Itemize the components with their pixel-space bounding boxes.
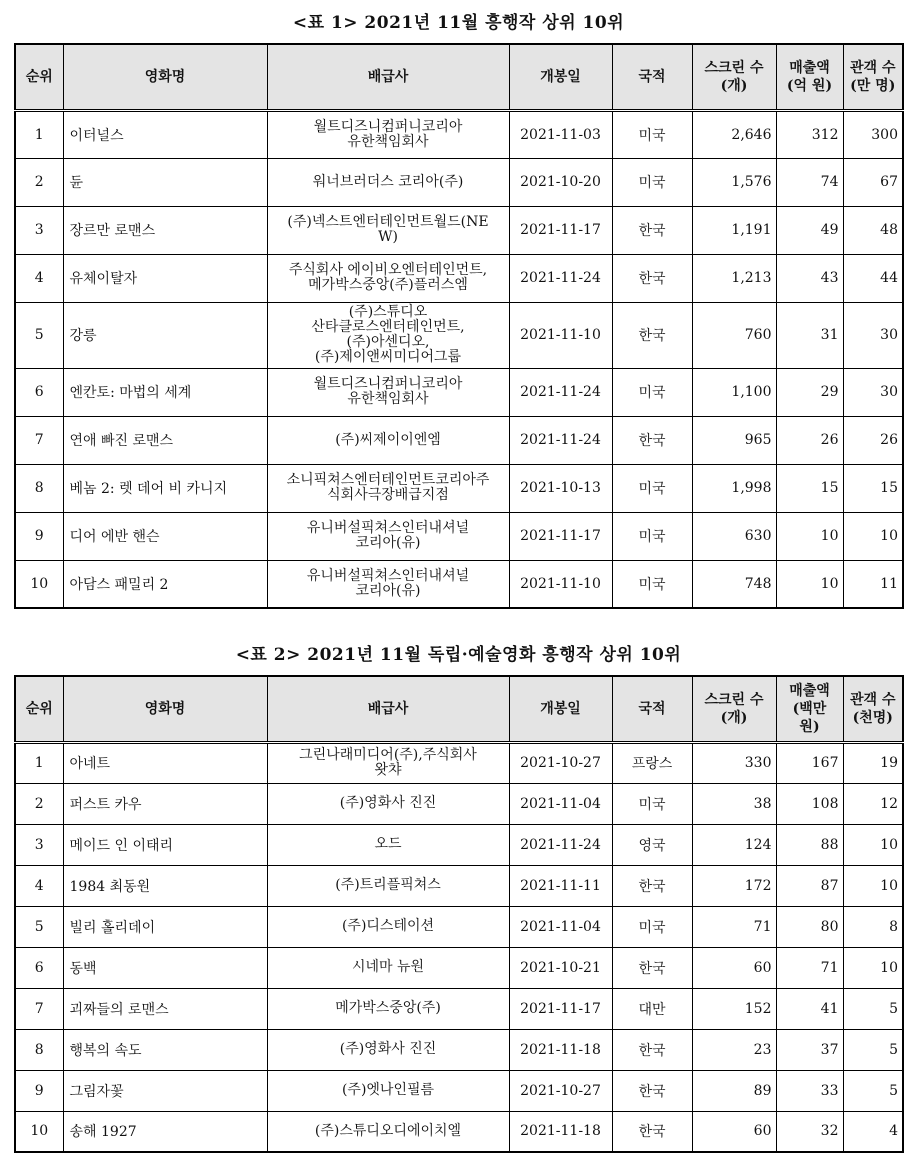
distributor-line: 코리아(유) [355,582,421,599]
header-sales [776,44,843,110]
cell-country: 미국 [612,783,692,824]
cell-screens: 23 [692,1029,776,1070]
cell-release: 2021-11-18 [509,1111,612,1152]
cell-distributor [267,368,509,416]
distributor-line: 유니버설픽쳐스인터내셔널 [306,520,470,536]
cell-release: 2021-11-17 [509,988,612,1029]
cell-audience: 10 [843,512,903,560]
distributor-line: W) [378,229,398,245]
cell-sales: 37 [776,1029,843,1070]
cell-movie: 1984 최동원 [63,865,267,906]
header-movie: 영화명 [63,44,267,110]
table-row [15,988,903,1029]
table-row [15,158,903,206]
distributor-line: (주)제이앤씨미디어그룹 [314,349,462,365]
header-audience-line2: (만 명) [850,77,896,94]
cell-rank: 4 [15,254,63,302]
cell-country: 미국 [612,464,692,512]
cell-audience: 11 [843,560,903,608]
cell-release: 2021-10-20 [509,158,612,206]
cell-sales: 49 [776,206,843,254]
cell-rank: 7 [15,416,63,464]
table2-body [15,742,903,1152]
distributor-line: (주)디스테이션 [341,918,435,934]
cell-movie: 동백 [63,947,267,988]
cell-movie: 아담스 패밀리 2 [63,560,267,608]
distributor-line: 소니픽쳐스엔터테인먼트코리아주 [286,472,490,488]
distributor-line: 월트디즈니컴퍼니코리아 [313,118,463,135]
cell-movie: 유체이탈자 [63,254,267,302]
cell-release: 2021-11-24 [509,824,612,865]
header-sales-line1: 매출액 [789,682,830,699]
cell-screens: 1,191 [692,206,776,254]
cell-screens: 1,998 [692,464,776,512]
distributor-line: 유한책임회사 [347,133,429,150]
cell-distributor [267,302,509,368]
cell-audience: 5 [843,1029,903,1070]
cell-rank: 6 [15,368,63,416]
cell-country: 한국 [612,1029,692,1070]
cell-release: 2021-11-10 [509,302,612,368]
cell-release: 2021-11-17 [509,206,612,254]
cell-sales: 31 [776,302,843,368]
table1 [14,43,904,609]
table1-body [15,110,903,608]
distributor-line: (주)엣나인필름 [341,1082,435,1098]
cell-audience: 5 [843,988,903,1029]
distributor-line: (주)영화사 진진 [339,1041,437,1057]
header-country: 국적 [612,676,692,742]
cell-release: 2021-11-24 [509,368,612,416]
cell-sales: 10 [776,512,843,560]
cell-distributor [267,824,509,865]
cell-sales: 312 [776,110,843,158]
cell-rank: 7 [15,988,63,1029]
table-row [15,206,903,254]
cell-audience: 26 [843,416,903,464]
cell-release: 2021-11-04 [509,906,612,947]
table-row [15,742,903,783]
cell-sales: 87 [776,865,843,906]
cell-distributor [267,158,509,206]
cell-audience: 44 [843,254,903,302]
table-row [15,416,903,464]
cell-audience: 10 [843,947,903,988]
distributor-line: (주)영화사 진진 [339,795,437,811]
cell-rank: 1 [15,742,63,783]
cell-audience: 4 [843,1111,903,1152]
header-rank: 순위 [15,44,63,110]
cell-audience: 30 [843,368,903,416]
cell-sales: 41 [776,988,843,1029]
table-row [15,783,903,824]
cell-movie: 송해 1927 [63,1111,267,1152]
cell-audience: 30 [843,302,903,368]
header-audience-line1: 관객 수 [850,59,896,76]
cell-movie: 메이드 인 이태리 [63,824,267,865]
cell-movie: 장르만 로맨스 [63,206,267,254]
cell-screens: 60 [692,947,776,988]
cell-rank: 2 [15,783,63,824]
distributor-line: 메가박스중앙(주) [335,1000,441,1016]
cell-sales: 43 [776,254,843,302]
cell-sales: 80 [776,906,843,947]
table-row [15,824,903,865]
distributor-line: 오드 [374,836,402,852]
cell-rank: 5 [15,302,63,368]
table-row [15,1029,903,1070]
cell-country: 미국 [612,368,692,416]
cell-movie: 듄 [63,158,267,206]
header-audience [843,676,903,742]
cell-rank: 2 [15,158,63,206]
distributor-line: 그린나래미디어(주),주식회사 [299,747,477,763]
cell-country: 한국 [612,254,692,302]
cell-audience: 10 [843,824,903,865]
cell-distributor [267,206,509,254]
cell-rank: 10 [15,560,63,608]
header-screens-line2: (개) [720,709,748,726]
header-country: 국적 [612,44,692,110]
table-row [15,906,903,947]
cell-screens: 172 [692,865,776,906]
cell-rank: 6 [15,947,63,988]
distributor-line: 유니버설픽쳐스인터내셔널 [306,567,470,584]
distributor-line: 코리아(유) [355,535,421,551]
header-sales-line2: (백만 원) [792,700,827,735]
distributor-line: 산타클로스엔터테인먼트, [311,319,465,335]
table2-title: <표 2> 2021년 11월 독립·예술영화 흥행작 상위 10위 [235,645,682,665]
cell-screens: 89 [692,1070,776,1111]
cell-movie: 아네트 [63,742,267,783]
cell-release: 2021-11-11 [509,865,612,906]
distributor-line: 월트디즈니컴퍼니코리아 [313,376,463,392]
cell-release: 2021-11-10 [509,560,612,608]
cell-release: 2021-11-18 [509,1029,612,1070]
cell-sales: 32 [776,1111,843,1152]
cell-screens: 71 [692,906,776,947]
cell-distributor [267,560,509,608]
header-release: 개봉일 [509,44,612,110]
table-row [15,254,903,302]
cell-audience: 10 [843,865,903,906]
header-sales-line2: (억 원) [786,77,833,94]
distributor-line: 식회사극장배급지점 [327,487,449,503]
cell-country: 프랑스 [612,742,692,783]
header-rank: 순위 [15,676,63,742]
cell-movie: 괴짜들의 로맨스 [63,988,267,1029]
header-screens-line1: 스크린 수 [704,59,764,76]
cell-rank: 3 [15,824,63,865]
table-row [15,1070,903,1111]
cell-country: 미국 [612,560,692,608]
cell-audience: 5 [843,1070,903,1111]
cell-movie: 연애 빠진 로맨스 [63,416,267,464]
cell-country: 대만 [612,988,692,1029]
cell-audience: 300 [843,110,903,158]
distributor-line: (주)씨제이이엔엠 [335,431,441,448]
header-movie: 영화명 [63,676,267,742]
cell-screens: 965 [692,416,776,464]
cell-country: 미국 [612,158,692,206]
cell-country: 영국 [612,824,692,865]
header-release: 개봉일 [509,676,612,742]
cell-sales: 33 [776,1070,843,1111]
cell-sales: 74 [776,158,843,206]
cell-audience: 48 [843,206,903,254]
cell-rank: 8 [15,464,63,512]
table-row [15,302,903,368]
table2-header-row [15,676,903,742]
cell-audience: 19 [843,742,903,783]
cell-screens: 1,576 [692,158,776,206]
cell-sales: 88 [776,824,843,865]
table-row [15,464,903,512]
cell-rank: 4 [15,865,63,906]
cell-country: 한국 [612,302,692,368]
cell-screens: 630 [692,512,776,560]
distributor-line: 유한책임회사 [347,391,429,407]
cell-rank: 5 [15,906,63,947]
cell-distributor [267,988,509,1029]
cell-distributor [267,947,509,988]
distributor-line: 메가박스중앙(주)플러스엠 [308,277,468,293]
cell-movie: 강릉 [63,302,267,368]
header-audience-line1: 관객 수 [850,691,896,708]
cell-movie: 퍼스트 카우 [63,783,267,824]
cell-movie: 베놈 2: 렛 데어 비 카니지 [63,464,267,512]
cell-rank: 10 [15,1111,63,1152]
cell-audience: 12 [843,783,903,824]
table-row [15,560,903,608]
cell-screens: 38 [692,783,776,824]
cell-distributor [267,1111,509,1152]
cell-release: 2021-11-24 [509,254,612,302]
table2 [14,675,904,1153]
distributor-line: 주식회사 에이비오엔터테인먼트, [288,262,488,278]
cell-release: 2021-10-21 [509,947,612,988]
header-distributor: 배급사 [267,44,509,110]
cell-release: 2021-10-27 [509,742,612,783]
cell-rank: 8 [15,1029,63,1070]
cell-sales: 108 [776,783,843,824]
table-row [15,110,903,158]
cell-release: 2021-11-04 [509,783,612,824]
table-row [15,947,903,988]
cell-movie: 빌리 홀리데이 [63,906,267,947]
cell-distributor [267,512,509,560]
cell-audience: 67 [843,158,903,206]
table-row [15,512,903,560]
cell-sales: 71 [776,947,843,988]
cell-distributor [267,1029,509,1070]
distributor-line: (주)스튜디오 [348,304,428,320]
cell-distributor [267,783,509,824]
cell-distributor [267,416,509,464]
header-screens-line2: (개) [720,77,748,94]
cell-screens: 60 [692,1111,776,1152]
cell-distributor [267,110,509,158]
cell-sales: 29 [776,368,843,416]
cell-country: 한국 [612,206,692,254]
cell-movie: 이터널스 [63,110,267,158]
cell-country: 한국 [612,947,692,988]
cell-movie: 행복의 속도 [63,1029,267,1070]
cell-screens: 124 [692,824,776,865]
cell-release: 2021-10-27 [509,1070,612,1111]
cell-distributor [267,906,509,947]
cell-release: 2021-10-13 [509,464,612,512]
cell-movie: 디어 에반 핸슨 [63,512,267,560]
cell-release: 2021-11-24 [509,416,612,464]
cell-release: 2021-11-17 [509,512,612,560]
cell-country: 미국 [612,906,692,947]
distributor-line: (주)아센디오, [346,334,430,350]
distributor-line: 워너브러더스 코리아(주) [312,173,464,190]
table1-title: <표 1> 2021년 11월 흥행작 상위 10위 [292,13,625,33]
table-row [15,865,903,906]
cell-distributor [267,865,509,906]
cell-country: 미국 [612,110,692,158]
header-audience-line2: (천명) [852,709,893,726]
header-screens-line1: 스크린 수 [704,691,764,708]
header-screens [692,44,776,110]
cell-country: 한국 [612,416,692,464]
distributor-line: (주)넥스트엔터테인먼트월드(NE [287,214,489,230]
cell-sales: 26 [776,416,843,464]
cell-screens: 152 [692,988,776,1029]
distributor-line: 왓챠 [374,762,402,778]
header-sales-line1: 매출액 [789,59,830,76]
cell-release: 2021-11-03 [509,110,612,158]
header-screens [692,676,776,742]
cell-rank: 9 [15,1070,63,1111]
cell-rank: 3 [15,206,63,254]
header-distributor: 배급사 [267,676,509,742]
cell-country: 한국 [612,1070,692,1111]
cell-screens: 1,213 [692,254,776,302]
cell-movie: 그림자꽃 [63,1070,267,1111]
distributor-line: 시네마 뉴원 [351,959,425,975]
cell-sales: 10 [776,560,843,608]
cell-distributor [267,464,509,512]
cell-sales: 167 [776,742,843,783]
cell-screens: 1,100 [692,368,776,416]
cell-country: 한국 [612,865,692,906]
table1-header-row [15,44,903,110]
cell-rank: 9 [15,512,63,560]
cell-audience: 8 [843,906,903,947]
distributor-line: (주)스튜디오디에이치엘 [314,1122,462,1139]
cell-country: 한국 [612,1111,692,1152]
cell-audience: 15 [843,464,903,512]
header-sales [776,676,843,742]
cell-screens: 748 [692,560,776,608]
cell-screens: 2,646 [692,110,776,158]
cell-screens: 760 [692,302,776,368]
table-row [15,368,903,416]
cell-distributor [267,1070,509,1111]
cell-sales: 15 [776,464,843,512]
table-row [15,1111,903,1152]
cell-rank: 1 [15,110,63,158]
distributor-line: (주)트리플픽쳐스 [335,877,441,893]
cell-movie: 엔칸토: 마법의 세계 [63,368,267,416]
header-audience [843,44,903,110]
cell-distributor [267,742,509,783]
cell-screens: 330 [692,742,776,783]
cell-country: 미국 [612,512,692,560]
cell-distributor [267,254,509,302]
